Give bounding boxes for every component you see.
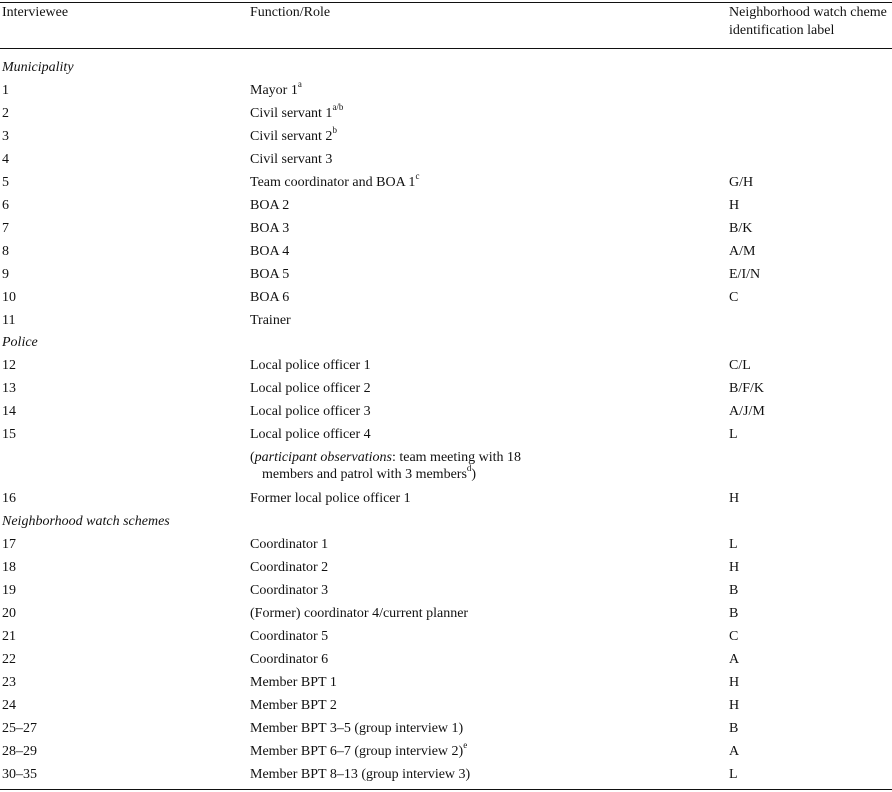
label-cell: H <box>729 198 740 213</box>
interviewee-cell: 4 <box>2 152 9 167</box>
section-police <box>0 331 892 354</box>
role-cell <box>250 309 291 332</box>
interviewee-cell: 8 <box>2 244 9 259</box>
role-cell <box>250 377 371 400</box>
table-row <box>0 148 892 171</box>
table-row <box>0 125 892 148</box>
role-cell <box>250 648 328 671</box>
label-cell: A <box>729 744 740 759</box>
interviewee-cell: 18 <box>2 560 16 575</box>
role-cell <box>250 763 470 786</box>
role-cell <box>250 740 467 763</box>
role-cell <box>250 79 302 102</box>
footnote-marker: a <box>297 79 302 90</box>
section-label: Neighborhood watch schemes <box>2 514 170 529</box>
role-text: Civil servant 3 <box>250 152 333 167</box>
label-cell: H <box>729 491 740 506</box>
table-row <box>0 354 892 377</box>
interviewee-cell: 25–27 <box>2 721 37 736</box>
note-footnote: d <box>466 463 472 474</box>
table-row <box>0 763 892 786</box>
footnote-marker: b <box>332 125 337 136</box>
interviewee-cell: 3 <box>2 129 9 144</box>
table-row <box>0 556 892 579</box>
role-text: Local police officer 3 <box>250 404 371 419</box>
role-text: BOA 3 <box>250 221 290 236</box>
interviewee-cell: 28–29 <box>2 744 37 759</box>
role-text: Civil servant 2 <box>250 129 333 144</box>
role-text: Local police officer 4 <box>250 427 371 442</box>
header-interviewee: Interviewee <box>2 5 69 20</box>
interviewee-cell: 15 <box>2 427 16 442</box>
role-text: Local police officer 2 <box>250 381 371 396</box>
section-neighborhood-watch-schemes <box>0 510 892 533</box>
table-row <box>0 671 892 694</box>
table-row <box>0 286 892 309</box>
bottom-rule <box>0 789 892 790</box>
label-cell: G/H <box>729 175 754 190</box>
label-cell: A/M <box>729 244 756 259</box>
interviewee-cell: 11 <box>2 313 16 328</box>
interviewee-cell: 30–35 <box>2 767 37 782</box>
role-text: BOA 6 <box>250 290 290 305</box>
role-text: BOA 2 <box>250 198 290 213</box>
role-text: Member BPT 8–13 (group interview 3) <box>250 767 471 782</box>
section-label: Police <box>2 335 38 350</box>
role-text: Trainer <box>250 313 291 328</box>
interviewee-cell: 24 <box>2 698 16 713</box>
table-row <box>0 263 892 286</box>
table-row <box>0 533 892 556</box>
role-text: Member BPT 6–7 (group interview 2) <box>250 744 464 759</box>
table-row <box>0 377 892 400</box>
interviewee-cell: 5 <box>2 175 9 190</box>
label-cell: E/I/N <box>729 267 761 282</box>
interviewee-cell: 7 <box>2 221 9 236</box>
role-text: Member BPT 3–5 (group interview 1) <box>250 721 464 736</box>
note-open: ( <box>250 450 255 465</box>
note-rest: : team meeting with 18 <box>391 450 522 465</box>
table-row <box>0 400 892 423</box>
table-row <box>0 309 892 332</box>
table-row <box>0 579 892 602</box>
role-cell <box>250 148 332 171</box>
interviewee-cell: 2 <box>2 106 9 121</box>
role-cell <box>250 263 289 286</box>
role-text: Coordinator 1 <box>250 537 329 552</box>
footnote-marker: a/b <box>332 102 344 113</box>
note-italic: participant observations <box>254 450 392 465</box>
table-row <box>0 102 892 125</box>
footnote-marker: c <box>415 171 420 182</box>
role-text: Coordinator 2 <box>250 560 329 575</box>
interviewee-cell: 22 <box>2 652 16 667</box>
role-text: Team coordinator and BOA 1 <box>250 175 416 190</box>
table-row <box>0 423 892 446</box>
role-text: Member BPT 1 <box>250 675 337 690</box>
label-cell: C <box>729 290 739 305</box>
role-cell <box>250 354 371 377</box>
role-text: Local police officer 1 <box>250 358 371 373</box>
role-cell <box>250 102 343 125</box>
header-rule <box>0 48 892 49</box>
label-cell: A <box>729 652 740 667</box>
interviewee-cell: 13 <box>2 381 16 396</box>
label-cell: H <box>729 675 740 690</box>
section-label: Municipality <box>2 60 74 75</box>
role-cell <box>250 240 289 263</box>
role-text: Coordinator 3 <box>250 583 329 598</box>
label-cell: H <box>729 698 740 713</box>
role-text: (Former) coordinator 4/current planner <box>250 606 469 621</box>
interviewee-cell: 9 <box>2 267 9 282</box>
interviewee-cell: 19 <box>2 583 16 598</box>
role-cell <box>250 423 371 446</box>
table-row <box>0 625 892 648</box>
role-cell <box>250 671 337 694</box>
role-cell <box>250 556 328 579</box>
label-cell: L <box>729 427 738 442</box>
interviewee-cell: 20 <box>2 606 16 621</box>
label-cell: B <box>729 583 739 598</box>
label-cell: C <box>729 629 739 644</box>
role-cell <box>250 579 328 602</box>
role-text: Member BPT 2 <box>250 698 337 713</box>
role-cell <box>250 533 328 556</box>
header-function-role: Function/Role <box>250 5 331 20</box>
role-text: Mayor 1 <box>250 83 298 98</box>
table-row <box>0 240 892 263</box>
role-text: Former local police officer 1 <box>250 491 411 506</box>
table-row <box>0 717 892 740</box>
interviewee-cell: 10 <box>2 290 16 305</box>
role-text: Coordinator 5 <box>250 629 329 644</box>
table-row <box>0 487 892 510</box>
interviewee-cell: 23 <box>2 675 16 690</box>
interviewee-cell: 6 <box>2 198 9 213</box>
label-cell: B <box>729 606 739 621</box>
interviewee-cell: 1 <box>2 83 9 98</box>
table-row <box>0 648 892 671</box>
role-cell <box>250 217 289 240</box>
role-cell <box>250 286 289 309</box>
label-cell: B/F/K <box>729 381 765 396</box>
interviewee-cell: 12 <box>2 358 16 373</box>
section-municipality <box>0 56 892 79</box>
role-cell <box>250 602 468 625</box>
header-identification-label: Neighborhood watch cheme identification label <box>729 5 887 38</box>
role-cell <box>250 125 337 148</box>
role-cell <box>250 717 463 740</box>
role-text: BOA 4 <box>250 244 290 259</box>
role-cell <box>250 625 328 648</box>
label-cell: B/K <box>729 221 753 236</box>
note-close: ) <box>471 467 477 482</box>
interviewee-cell: 21 <box>2 629 16 644</box>
interviewee-cell: 14 <box>2 404 16 419</box>
interviewee-cell: 17 <box>2 537 16 552</box>
table-row <box>0 194 892 217</box>
role-cell <box>250 487 411 510</box>
role-text: BOA 5 <box>250 267 290 282</box>
label-cell: B <box>729 721 739 736</box>
role-text: Coordinator 6 <box>250 652 329 667</box>
table-row <box>0 694 892 717</box>
role-text: Civil servant 1 <box>250 106 333 121</box>
note-line2: members and patrol with 3 members <box>262 467 467 482</box>
role-cell <box>250 694 337 717</box>
table-row <box>0 171 892 194</box>
label-cell: C/L <box>729 358 751 373</box>
label-cell: L <box>729 537 738 552</box>
table-row <box>0 79 892 102</box>
footnote-marker: e <box>463 740 468 751</box>
top-rule <box>0 2 892 3</box>
label-cell: A/J/M <box>729 404 765 419</box>
interviewee-cell: 16 <box>2 491 16 506</box>
role-cell <box>250 171 419 194</box>
label-cell: H <box>729 560 740 575</box>
role-cell <box>250 194 289 217</box>
participant-observations-note <box>250 449 521 483</box>
table-row <box>0 217 892 240</box>
label-cell: L <box>729 767 738 782</box>
table-row <box>0 740 892 763</box>
table-row <box>0 602 892 625</box>
role-cell <box>250 400 371 423</box>
